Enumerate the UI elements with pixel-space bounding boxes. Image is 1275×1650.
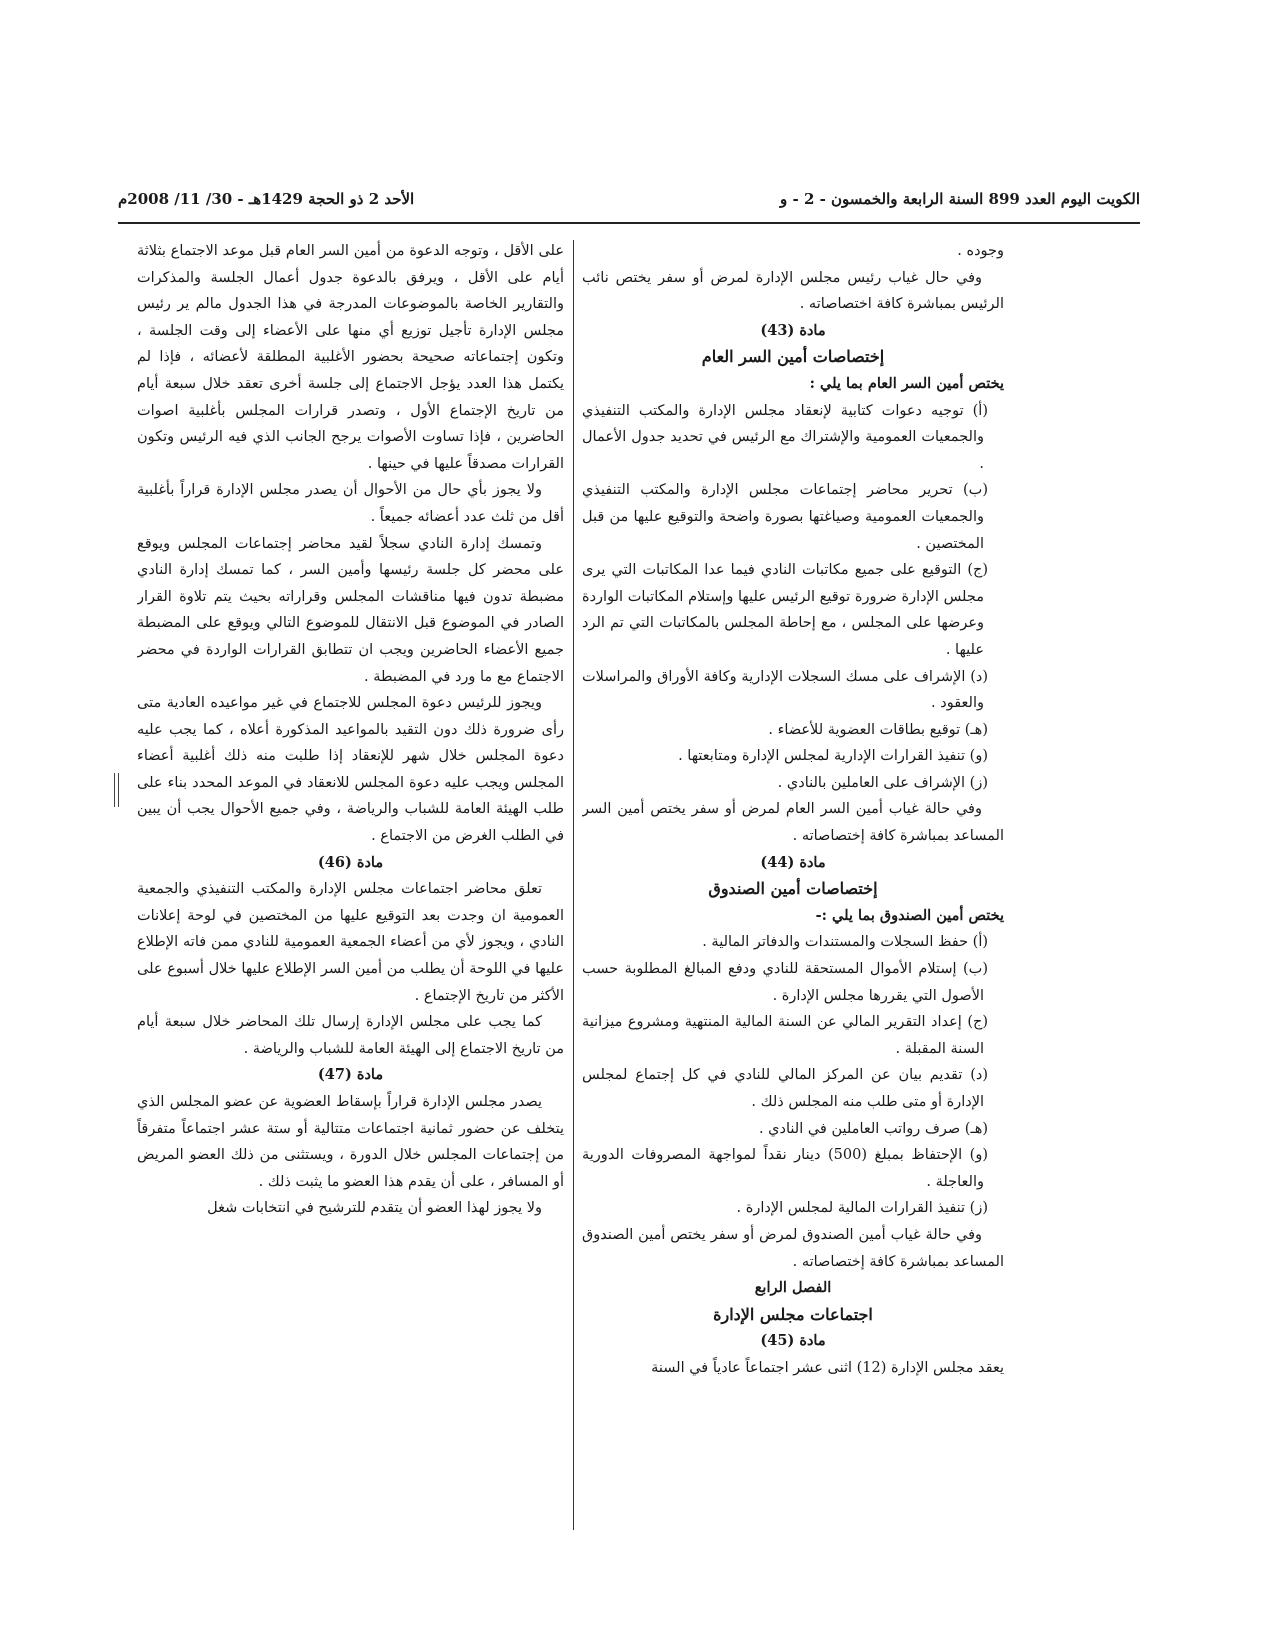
list-item: (أ) حفظ السجلات والمستندات والدفاتر المالية . bbox=[702, 934, 988, 951]
list-item: (هـ) توقيع بطاقات العضوية للأعضاء . bbox=[768, 721, 988, 738]
list-item: (د) الإشراف على مسك السجلات الإدارية وكافة الأوراق والمراسلات والعقود . bbox=[582, 668, 988, 712]
article-43-intro: يختص أمين السر العام بما يلي : bbox=[809, 374, 1004, 392]
chapter-title: الفصل الرابع bbox=[754, 1279, 832, 1297]
list-item: (و) الإحتفاظ بمبلغ (500) دينار نقداً لمواجهة المصروفات الدورية والعاجلة . bbox=[582, 1147, 988, 1190]
publication-line: الكويت اليوم العدد 899 السنة الرابعة والخمسون - 2 - و bbox=[780, 190, 1140, 208]
margin-mark bbox=[114, 773, 119, 807]
article-43-heading: إختصاصات أمين السر العام bbox=[701, 347, 885, 367]
list-item: (ب) تحرير محاضر إجتماعات مجلس الإدارة والمكتب التنفيذي والجمعيات العمومية وصياغتها بصورة واضحة والتوقيع عليها من قبل المختصين . bbox=[582, 482, 988, 552]
list-item: (ج) إعداد التقرير المالي عن السنة المالية المنتهية ومشروع ميزانية السنة المقبلة . bbox=[582, 1014, 988, 1057]
article-47-title: مادة (47) bbox=[317, 1066, 384, 1084]
list-item: (ز) تنفيذ القرارات المالية لمجلس الإدارة . bbox=[736, 1200, 988, 1217]
header-rule bbox=[118, 222, 1140, 224]
list-item: (ج) التوقيع على جميع مكاتبات النادي فيما عدا المكاتبات التي يرى مجلس الإدارة ضرورة توقيع الرئيس عليها وإستلام المكاتبات الواردة وعرضها على المجلس ، مع إحاطة المجلس بالمكاتبات التي تم الرد عليها . bbox=[582, 562, 988, 658]
paragraph: كما يجب على مجلس الإدارة إرسال تلك المحاضر خلال سبعة أيام من تاريخ الاجتماع إلى الهيئة العامة للشباب والرياضة . bbox=[137, 1014, 564, 1057]
column-divider bbox=[573, 240, 574, 1530]
left-column bbox=[137, 238, 564, 1222]
list-item: (هـ) صرف رواتب العاملين في النادي . bbox=[758, 1120, 988, 1137]
right-column bbox=[582, 238, 1004, 1382]
paragraph: يصدر مجلس الإدارة قراراً بإسقاط العضوية عن عضو المجلس الذي يتخلف عن حضور ثمانية اجتماعات متتالية أو ستة عشر اجتماعاً متفرقاً من إجتماعات المجلس خلال الدورة ، ويستثنى من ذلك العضو المريض أو المسافر ، على أن يقدم هذا العضو ما يثبت ذلك . bbox=[137, 1094, 564, 1190]
paragraph: على الأقل ، وتوجه الدعوة من أمين السر العام قبل موعد الاجتماع بثلاثة أيام على الأقل ، ويرفق بالدعوة جدول أعمال الجلسة والمذكرات والتقارير الخاصة بالموضوعات المدرجة في هذا الجدول مالم ير رئيس مجلس الإدارة تأجيل توزيع أي منها على الأعضاء إلى وقت الجلسة ، وتكون إجتماعاته صحيحة بحضور الأغلبية المطلقة لأعضائه ، فإذا لم يكتمل هذا العدد يؤجل الاجتماع إلى جلسة أخرى تعقد خلال سبعة أيام من تاريخ الإجتماع الأول ، وتصدر قرارات المجلس بأغلبية اصوات الحاضرين ، فإذا تساوت الأصوات يرجح الجانب الذي فيه الرئيس وتكون القرارات مصدقاً عليها في حينها . bbox=[137, 243, 564, 472]
article-44-heading: إختصاصات أمين الصندوق bbox=[708, 879, 878, 899]
list-item: (و) تنفيذ القرارات الإدارية لمجلس الإدارة ومتابعتها . bbox=[678, 748, 988, 765]
article-46-title: مادة (46) bbox=[317, 853, 384, 871]
article-44-intro: يختص أمين الصندوق بما يلي :- bbox=[815, 906, 1004, 924]
paragraph: وجوده . bbox=[957, 243, 1004, 259]
paragraph: وفي حالة غياب أمين الصندوق لمرض أو سفر يختص أمين الصندوق المساعد بمباشرة كافة إختصاصاته . bbox=[582, 1226, 1004, 1270]
paragraph: وفي حال غياب رئيس مجلس الإدارة لمرض أو سفر يختص نائب الرئيس بمباشرة كافة اختصاصاته . bbox=[582, 269, 1004, 313]
paragraph: ويجوز للرئيس دعوة المجلس للاجتماع في غير مواعيده العادية متى رأى ضرورة ذلك دون التقيد بالمواعيد المذكورة أعلاه ، كما يجب عليه دعوة المجلس خلال شهر للإنعقاد إذا طلبت منه ذلك أغلبية أعضاء المجلس ويجب عليه دعوة المجلس للانعقاد في الموعد المحدد بناء على طلب الهيئة العامة للشباب والرياضة ، وفي جميع الأحوال يجب أن يبين في الطلب الغرض من الاجتماع . bbox=[137, 695, 564, 845]
paragraph: يعقد مجلس الإدارة (12) اثنى عشر اجتماعاً عادياً في السنة bbox=[651, 1359, 1004, 1376]
list-item: (د) تقديم بيان عن المركز المالي للنادي في كل إجتماع لمجلس الإدارة أو متى طلب منه المجلس ذلك . bbox=[582, 1067, 988, 1110]
paragraph: وفي حالة غياب أمين السر العام لمرض أو سفر يختص أمين السر المساعد بمباشرة كافة إختصاصاته . bbox=[582, 801, 1004, 845]
article-44-title: مادة (44) bbox=[760, 853, 826, 871]
article-43-title: مادة (43) bbox=[760, 321, 826, 339]
paragraph: ولا يجوز لهذا العضو أن يتقدم للترشيح في انتخابات شغل bbox=[207, 1200, 542, 1217]
list-item: (أ) توجيه دعوات كتابية لإنعقاد مجلس الإدارة والمكتب التنفيذي والجمعيات العمومية والإشتراك مع الرئيس في تحديد جدول الأعمال . bbox=[582, 402, 988, 472]
paragraph: ولا يجوز بأي حال من الأحوال أن يصدر مجلس الإدارة قراراً بأغلبية أقل من ثلث عدد أعضائه جميعاً . bbox=[137, 482, 564, 525]
paragraph: تعلق محاضر اجتماعات مجلس الإدارة والمكتب التنفيذي والجمعية العمومية ان وجدت بعد التوقيع عليها من المختصين في لوحة إعلانات النادي ، ويجوز لأي من أعضاء الجمعية العمومية للنادي ممن فاته الإطلاع عليها في اللوحة أن يطلب من أمين السر الإطلاع عليها خلال أسبوع على الأكثر من تاريخ الإجتماع . bbox=[137, 881, 564, 1004]
date-line: الأحد 2 ذو الحجة 1429هـ - 30/ 11/ 2008م bbox=[118, 190, 415, 208]
list-item: (ب) إستلام الأموال المستحقة للنادي ودفع المبالغ المطلوبة حسب الأصول التي يقررها مجلس الإدارة . bbox=[582, 961, 988, 1004]
page-header bbox=[118, 190, 1140, 214]
paragraph: وتمسك إدارة النادي سجلاً لقيد محاضر إجتماعات المجلس ويوقع على محضر كل جلسة رئيسها وأمين السر ، كما تمسك إدارة النادي مضبطة تدون فيها مناقشات المجلس وقراراته بحيث يتم تلاوة القرار الصادر في الموضوع قبل الانتقال للموضوع التالي ويوقع على المضبطة جميع الأعضاء الحاضرين ويجب ان تتطابق القرارات الواردة في محضر الاجتماع مع ما ورد في المضبطة . bbox=[137, 535, 564, 685]
article-45-title: مادة (45) bbox=[760, 1332, 826, 1350]
chapter-heading: اجتماعات مجلس الإدارة bbox=[713, 1304, 873, 1324]
list-item: (ز) الإشراف على العاملين بالنادي . bbox=[777, 774, 988, 791]
